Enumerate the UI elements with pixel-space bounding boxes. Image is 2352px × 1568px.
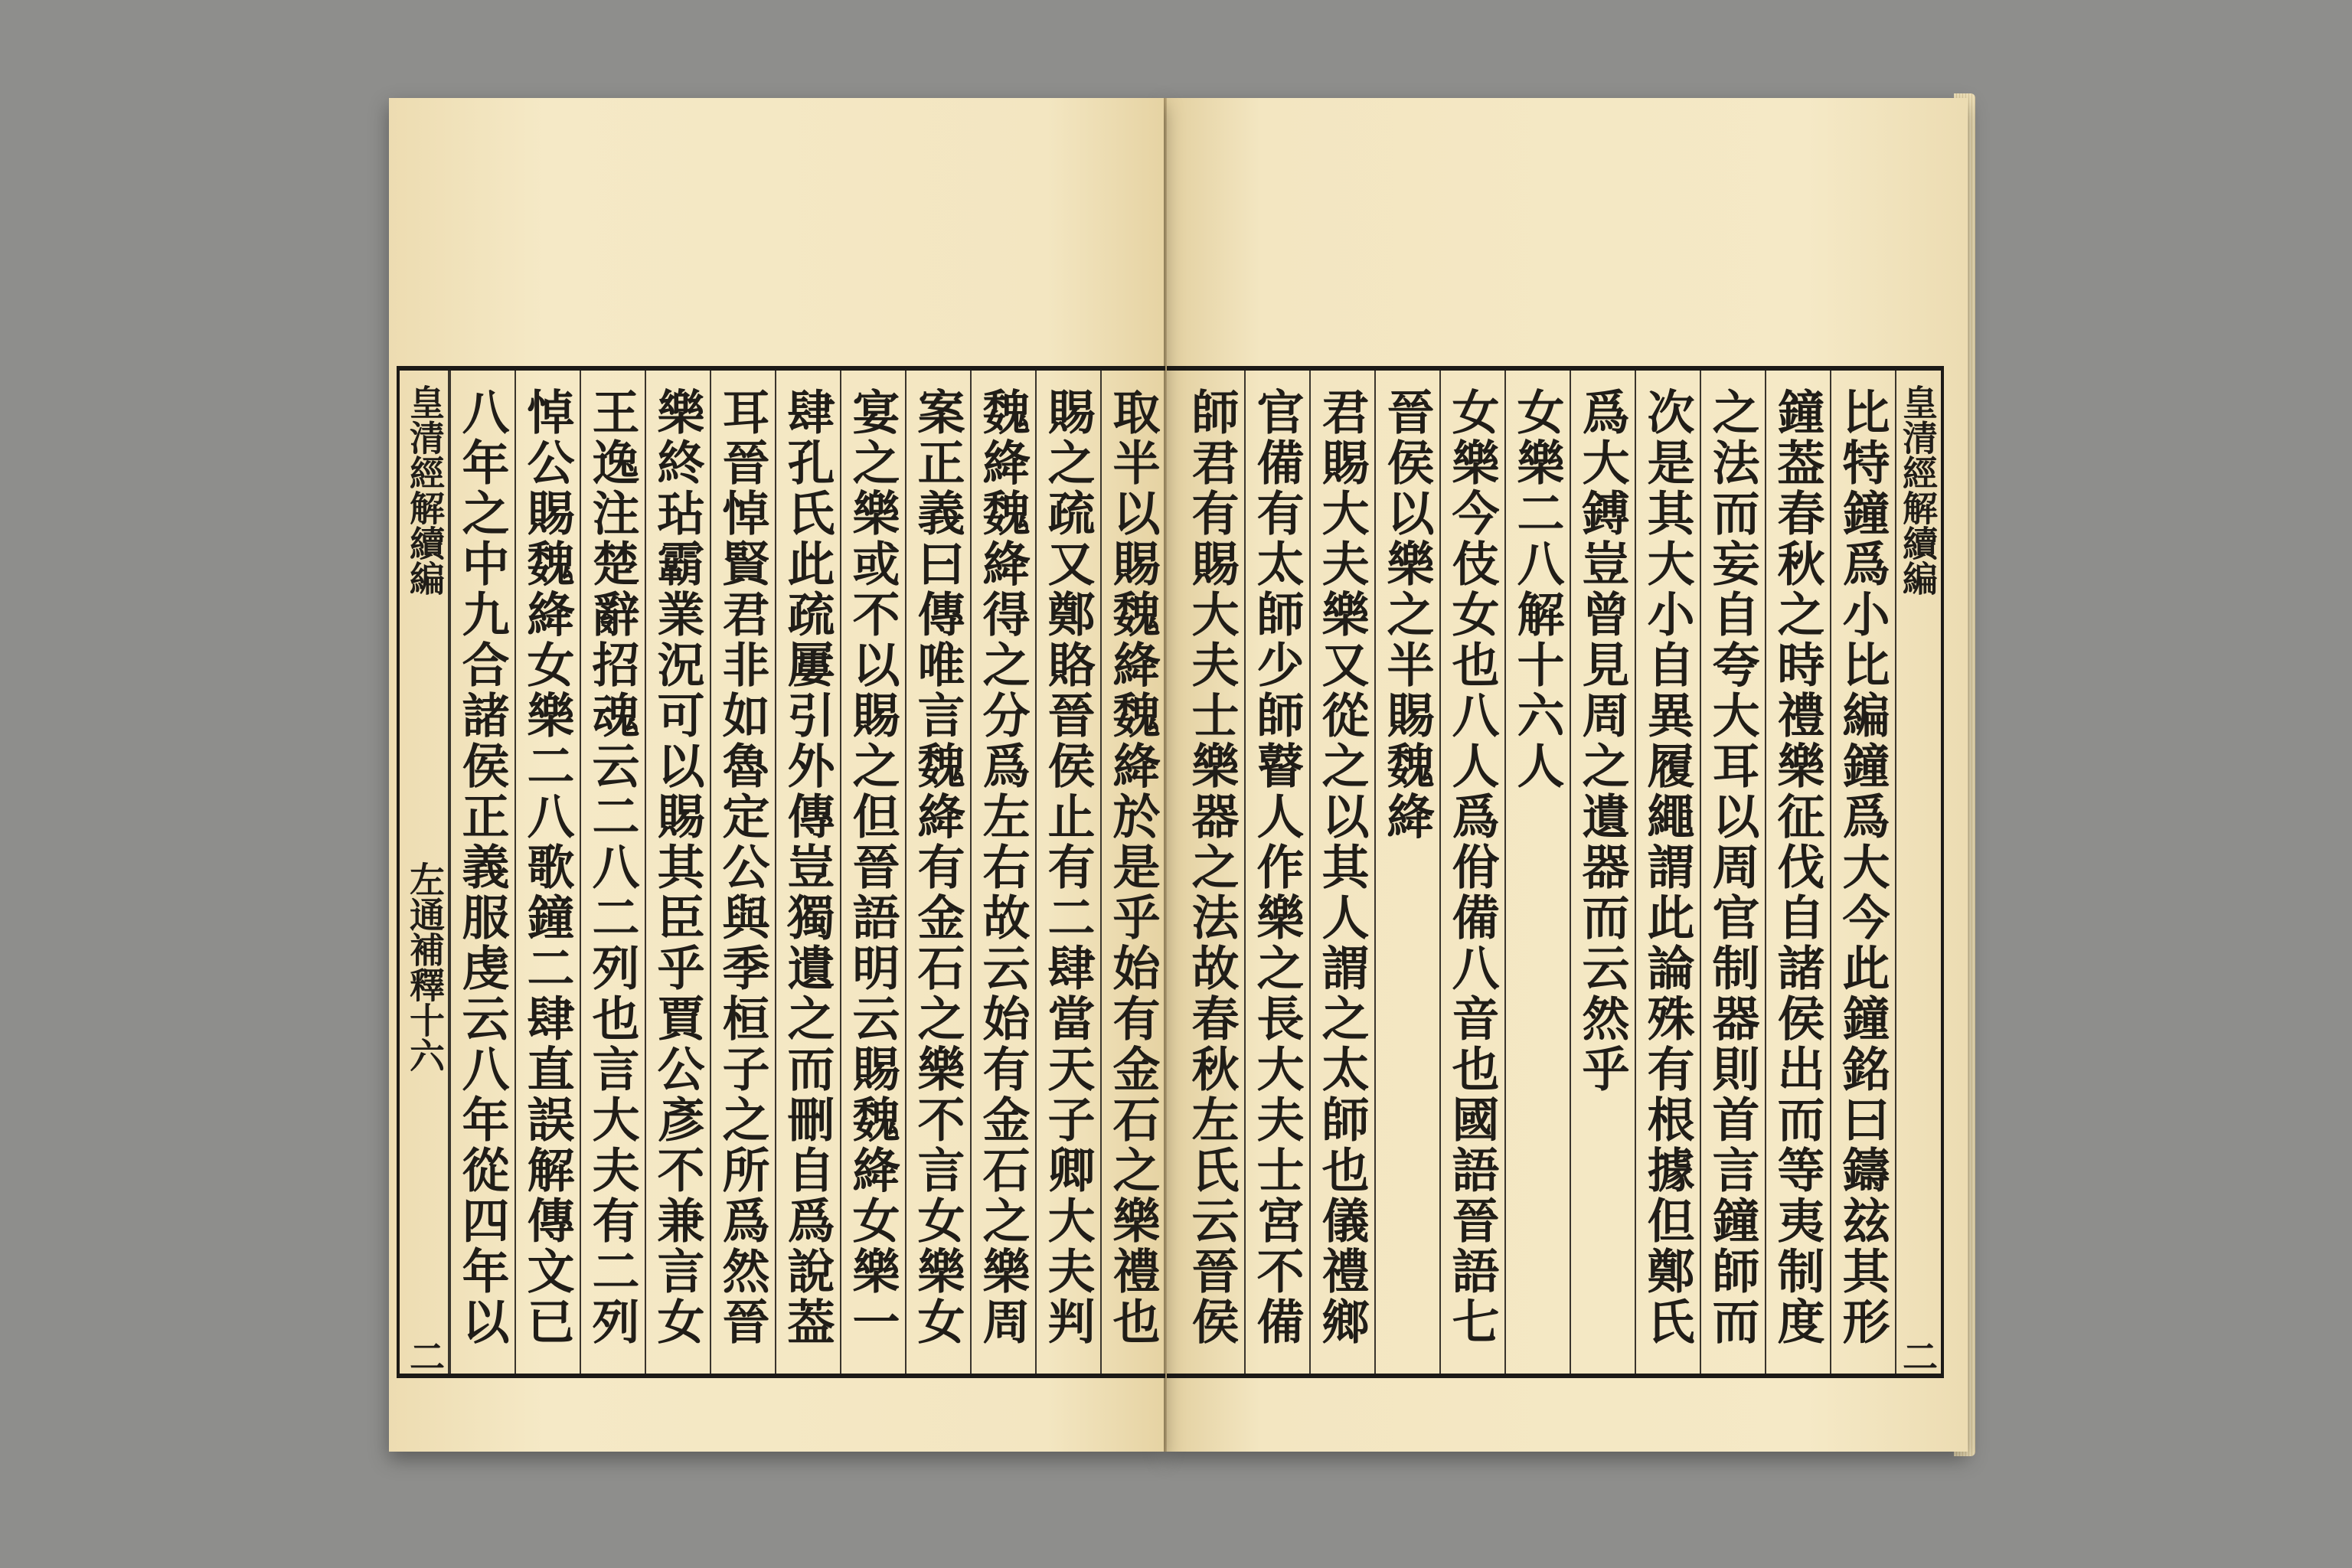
- text-column: 魏絳魏絳得之分爲左右故云始有金石之樂周: [970, 371, 1035, 1374]
- text-column: 八年之中九合諸侯正義服虔云八年從四年以: [449, 371, 514, 1374]
- text-column: 取半以賜魏絳魏絳於是乎始有金石之樂禮也: [1100, 371, 1165, 1374]
- text-column: 鐘葢春秋之時禮樂征伐自諸侯出而等夷制度: [1765, 371, 1830, 1374]
- text-column: 女樂今伎女也八人爲佾備八音也國語晉語七: [1439, 371, 1504, 1374]
- text-column: 悼公賜魏絳女樂二八歌鐘二肆直誤解傳文已: [514, 371, 580, 1374]
- text-column: 耳晉悼賢君非如魯定公與季桓子之所爲然晉: [710, 371, 775, 1374]
- text-column: 宴之樂或不以賜之但晉語明云賜魏絳女樂一: [840, 371, 905, 1374]
- open-book: [375, 84, 1975, 1462]
- text-column: 師君有賜大夫士樂器之法故春秋左氏云晉侯: [1184, 387, 1240, 1348]
- text-column: 之法而妄自夸大耳以周官制器則首言鐘師而: [1700, 371, 1765, 1374]
- text-column: 官備有太師少師瞽人作樂之長大夫士宮不備: [1244, 371, 1309, 1374]
- section-label: 左通補釋十六: [404, 861, 446, 1073]
- text-column: 賜之疏又鄭賂晉侯止有二肆當天子卿大夫判: [1035, 371, 1100, 1374]
- right-page: [1164, 98, 1968, 1452]
- left-text-frame: [397, 366, 1165, 1378]
- text-column: 案正義曰傳唯言魏絳有金石之樂不言女樂女: [905, 371, 970, 1374]
- running-head-title: 皇清經解續編: [1897, 384, 1939, 596]
- text-column: 次是其大小自異履繩謂此論殊有根據但鄭氏: [1635, 371, 1700, 1374]
- left-running-head: [403, 371, 449, 1374]
- text-column: 晉侯以樂之半賜魏絳: [1374, 371, 1439, 1374]
- running-head-title: 皇清經解續編: [404, 384, 446, 596]
- text-column: 王逸注楚辭招魂云二八二列也言大夫有二列: [580, 371, 645, 1374]
- text-column: 樂終玷霸業況可以賜其臣乎賈公彥不兼言女: [645, 371, 710, 1374]
- text-column: 爲大鎛豈曾見周之遺器而云然乎: [1570, 371, 1635, 1374]
- page-number: 二: [404, 1338, 446, 1374]
- page-number: 二: [1897, 1338, 1939, 1374]
- text-column: 肆孔氏此疏屢引外傳豈獨遺之而刪自爲說葢: [775, 371, 840, 1374]
- right-text-frame: [1164, 366, 1944, 1378]
- text-column: 君賜大夫樂又從之以其人謂之太師也儀禮鄉: [1309, 371, 1374, 1374]
- right-running-head: [1895, 371, 1941, 1374]
- text-column: 女樂二八解十六人: [1504, 371, 1570, 1374]
- left-page: [389, 98, 1164, 1452]
- text-column: 比特鐘爲小比編鐘爲大今此鐘銘曰鑄玆其形: [1830, 371, 1895, 1374]
